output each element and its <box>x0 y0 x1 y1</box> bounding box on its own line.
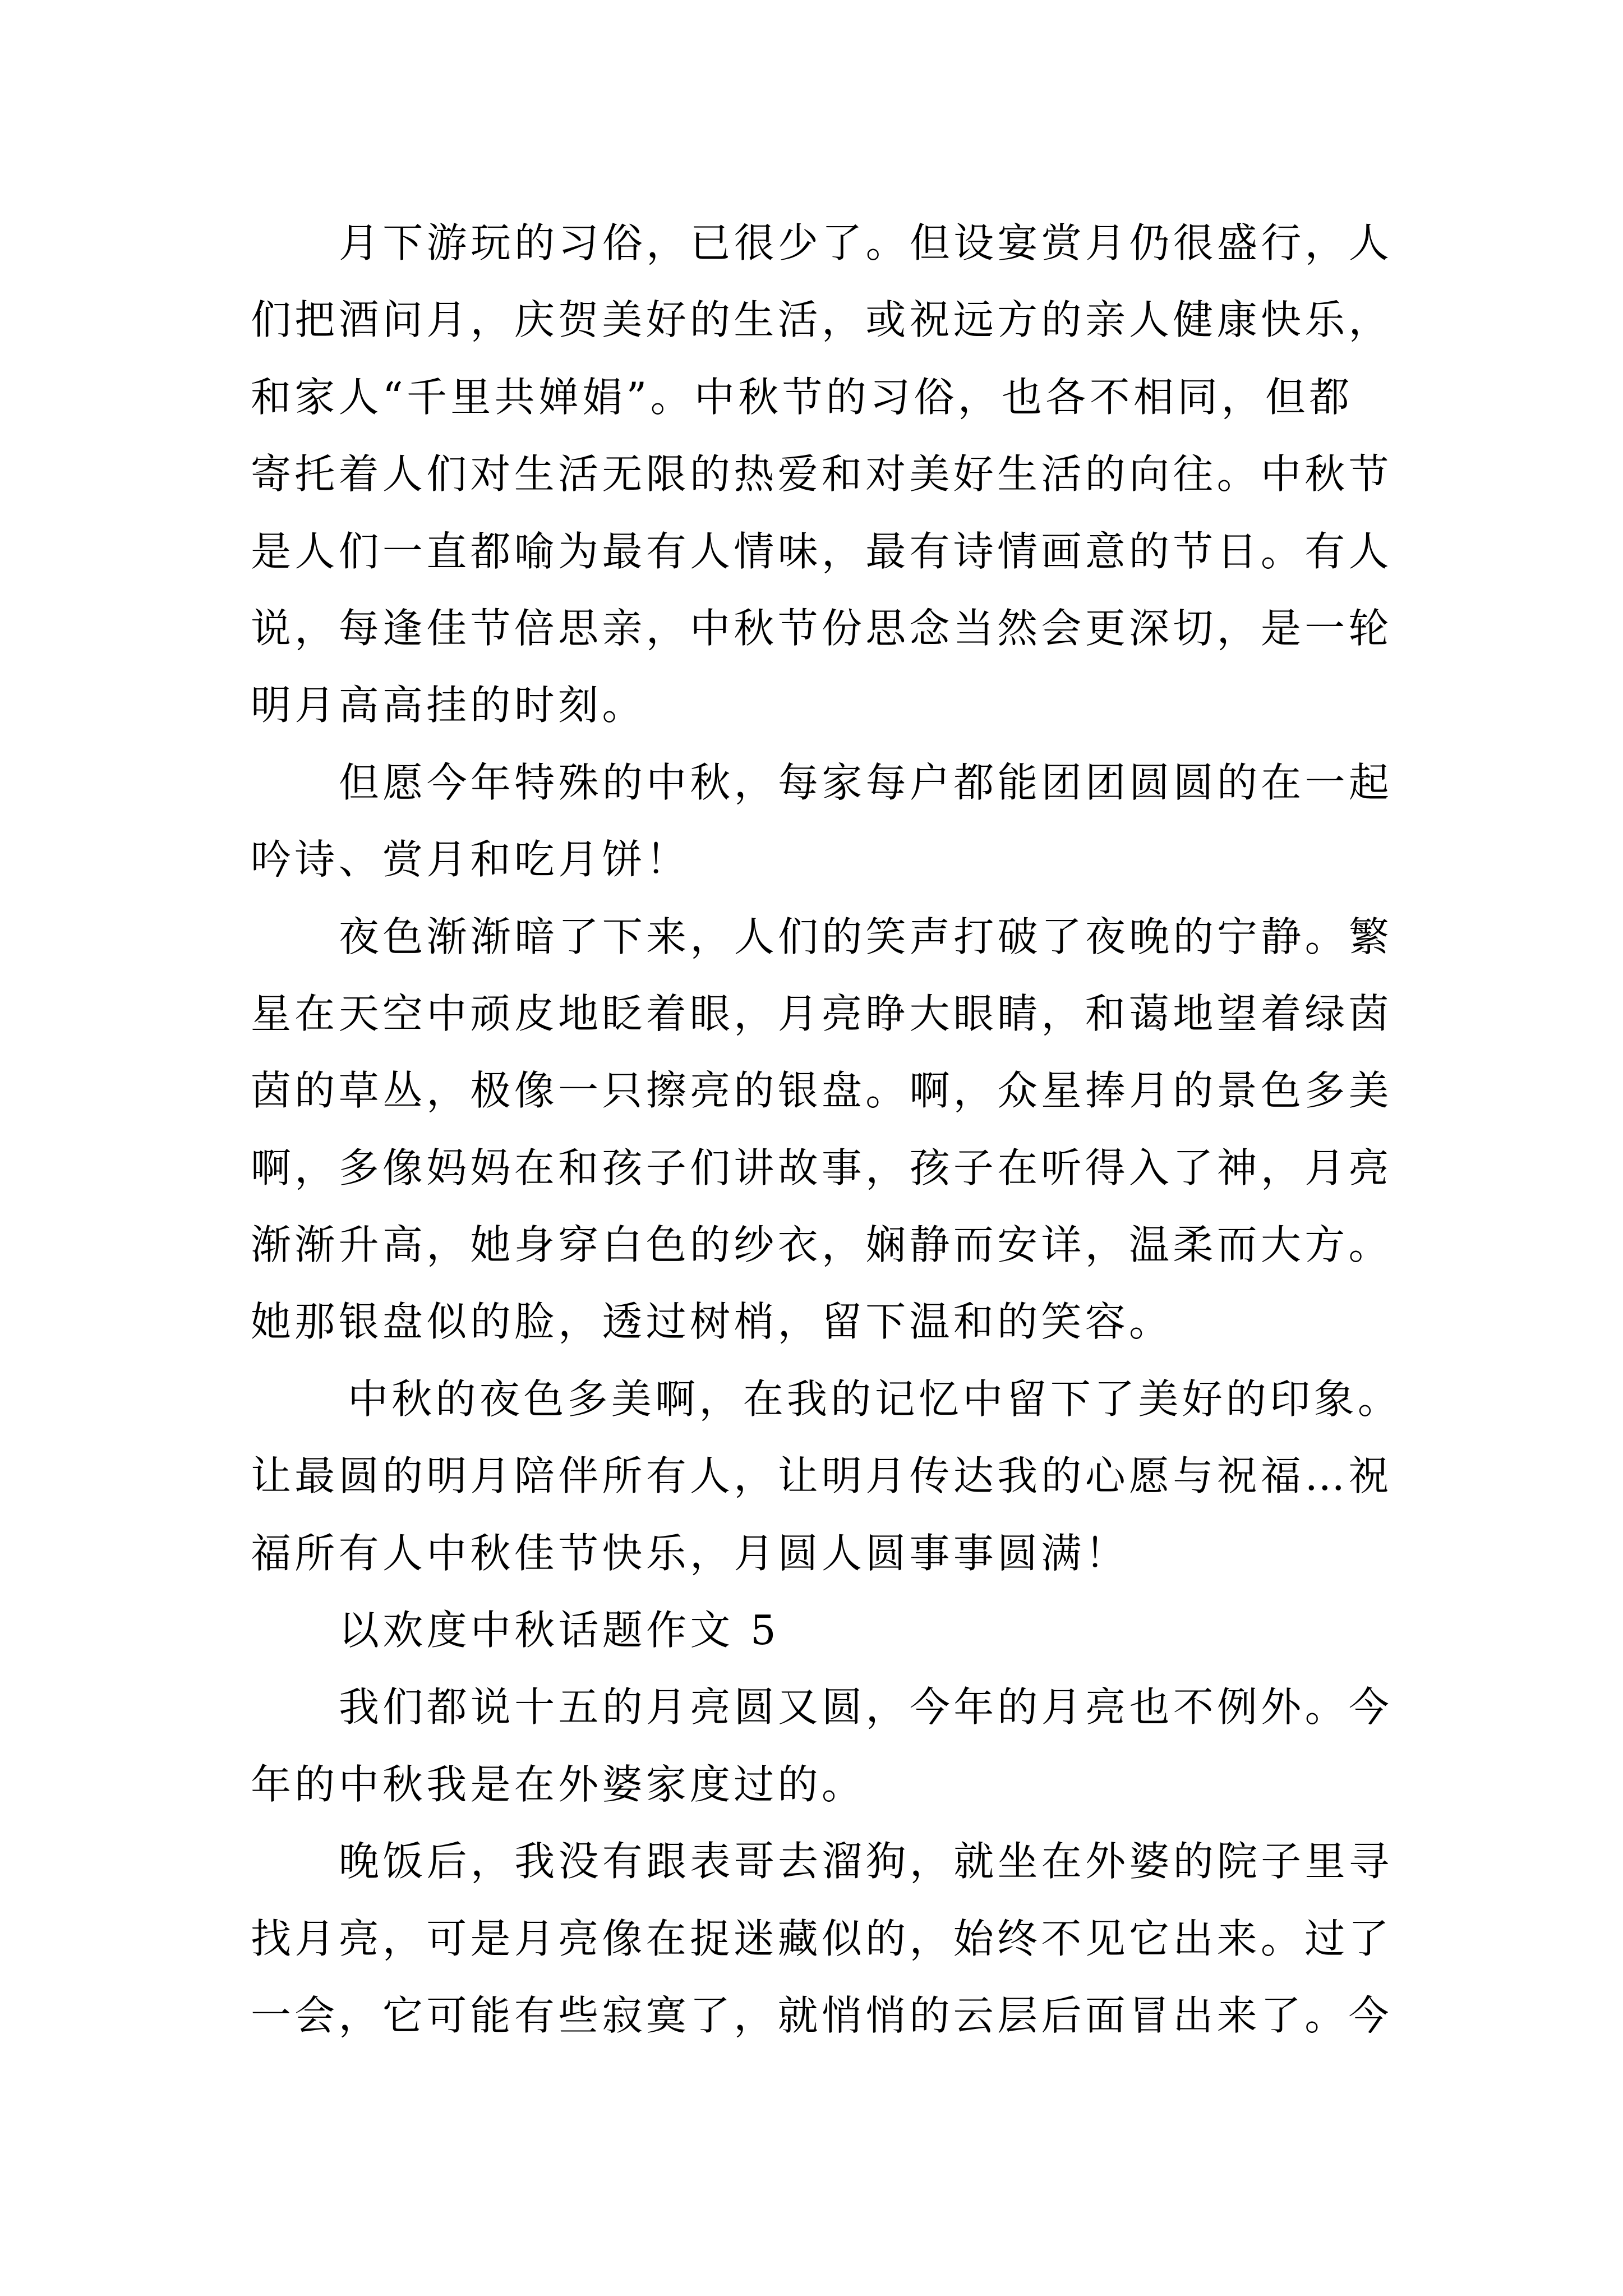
paragraph-5 <box>251 1669 1406 1823</box>
text-line: 让最圆的明月陪伴所有人，让明月传达我的心愿与祝福…祝 <box>251 1452 1393 1500</box>
text-line: 茵的草丛，极像一只擦亮的银盘。啊，众星捧月的景色多美 <box>251 1067 1393 1115</box>
text-line: 吟诗、赏月和吃月饼！ <box>251 836 690 884</box>
text-line: 渐渐升高，她身穿白色的纱衣，娴静而安详，温柔而大方。 <box>251 1221 1393 1269</box>
text-line: 她那银盘似的脸，透过树梢，留下温和的笑容。 <box>251 1298 1173 1346</box>
text-line: 福所有人中秋佳节快乐，月圆人圆事事圆满！ <box>251 1529 1129 1577</box>
text-line: 们把酒问月，庆贺美好的生活，或祝远方的亲人健康快乐， <box>251 296 1393 344</box>
text-line: 和家人“千里共婵娟”。中秋节的习俗，也各不相同，但都 <box>251 373 1353 421</box>
text-line: 啊，多像妈妈在和孩子们讲故事，孩子在听得入了神，月亮 <box>251 1144 1393 1191</box>
text-line: 找月亮，可是月亮像在捉迷藏似的，始终不见它出来。过了 <box>251 1915 1393 1962</box>
text-line: 晚饭后，我没有跟表哥去溜狗，就坐在外婆的院子里寻 <box>339 1838 1393 1885</box>
paragraph-4 <box>251 1361 1406 1592</box>
text-line: 我们都说十五的月亮圆又圆，今年的月亮也不例外。今 <box>339 1683 1393 1731</box>
paragraph-1 <box>251 205 1406 744</box>
text-line: 明月高高挂的时刻。 <box>251 682 646 729</box>
text-line: 中秋的夜色多美啊，在我的记忆中留下了美好的印象。 <box>348 1375 1402 1423</box>
paragraph-3 <box>251 899 1406 1361</box>
text-line: 但愿今年特殊的中秋，每家每户都能团团圆圆的在一起 <box>339 758 1393 806</box>
text-line: 夜色渐渐暗了下来，人们的笑声打破了夜晚的宁静。繁 <box>339 913 1393 960</box>
paragraph-6 <box>251 1823 1406 2054</box>
document-body <box>251 205 1406 2054</box>
text-line: 一会，它可能有些寂寞了，就悄悄的云层后面冒出来了。今 <box>251 1991 1393 2039</box>
text-line: 月下游玩的习俗，已很少了。但设宴赏月仍很盛行，人 <box>339 219 1393 266</box>
text-line: 说，每逢佳节倍思亲，中秋节份思念当然会更深切，是一轮 <box>251 604 1393 652</box>
text-line: 年的中秋我是在外婆家度过的。 <box>251 1760 866 1808</box>
essay-title-block <box>251 1592 1406 1669</box>
paragraph-2 <box>251 744 1406 899</box>
text-line: 星在天空中顽皮地眨着眼，月亮睁大眼睛，和蔼地望着绿茵 <box>251 990 1393 1037</box>
text-line: 是人们一直都喻为最有人情味，最有诗情画意的节日。有人 <box>251 527 1393 575</box>
essay-title: 以欢度中秋话题作文 5 <box>339 1607 780 1654</box>
text-line: 寄托着人们对生活无限的热爱和对美好生活的向往。中秋节 <box>251 450 1393 498</box>
